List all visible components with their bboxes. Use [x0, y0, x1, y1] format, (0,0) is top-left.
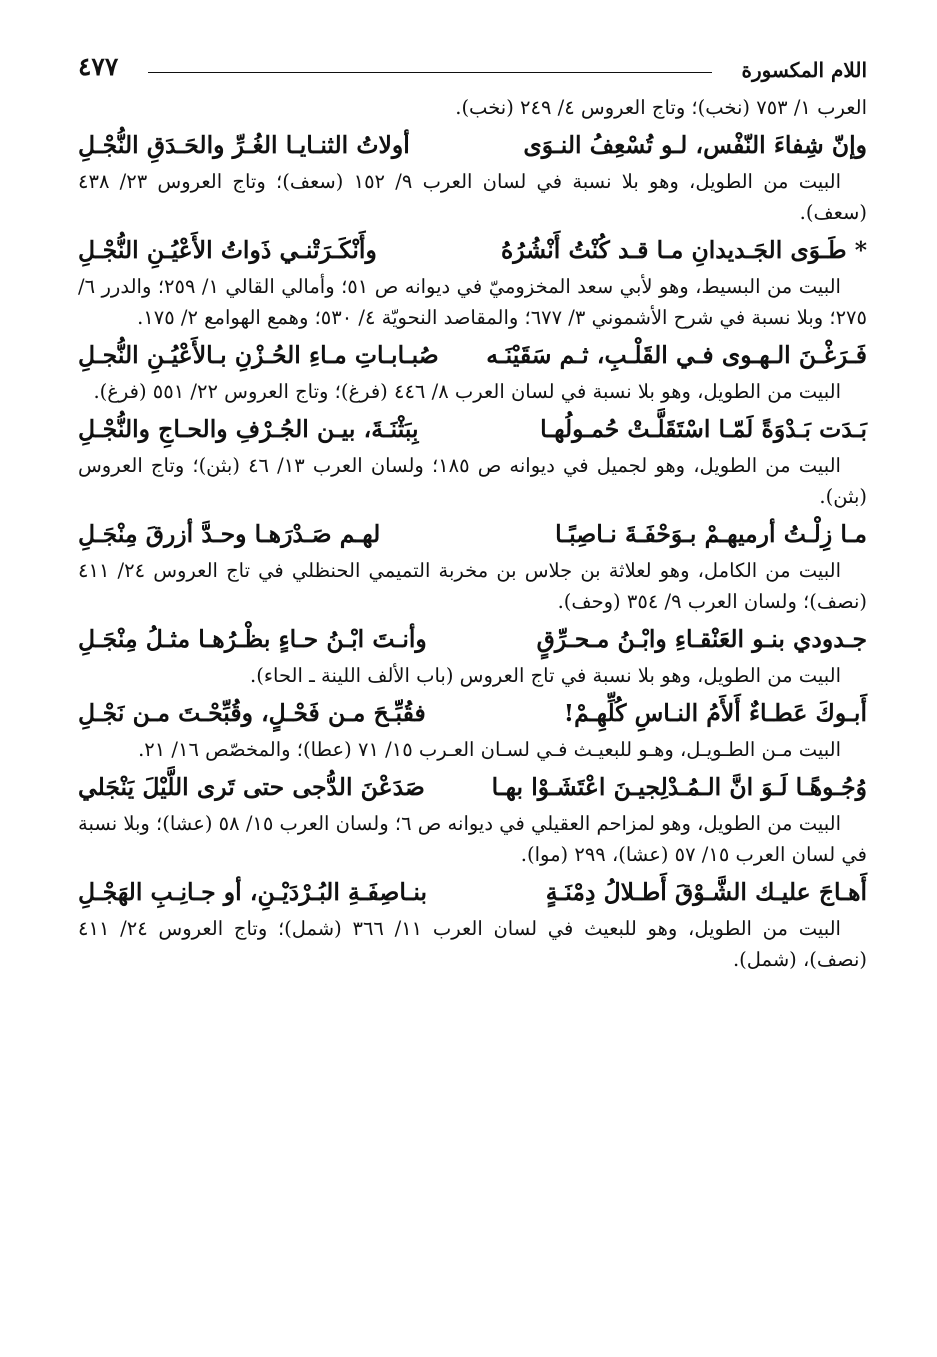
first-hemistich: وُجُـوهًـا لَـوَ انَّ الـمُـدْلِجيـنَ اعْتَشَـوْا بهـا	[491, 773, 867, 801]
verse-line	[78, 340, 867, 370]
page-header	[78, 30, 867, 82]
second-hemistich: وأنـتَ ابْـنُ حـاءٍ بظْـرُهـا مثـلُ مِنْجَـلِ	[78, 625, 427, 653]
verse-entry	[78, 772, 867, 870]
second-hemistich: فقُبِّـحَ مـن فَحْـلٍ، وقُبِّحْـتَ مـن نَجْـلِ	[78, 699, 426, 727]
first-hemistich: أَبـوكَ عَطـاءٌ أَلأَمُ النـاسِ كُلِّهِـمْ!	[563, 699, 867, 727]
opening-note: العرب ١/ ٧٥٣ (نخب)؛ وتاج العروس ٤/ ٢٤٩ (نخب).	[455, 96, 867, 119]
first-hemistich: مـا زِلْـتُ أرميهـمْ بـوَحْفَـةَ نـاصِبًـا	[555, 520, 867, 548]
verse-line	[78, 519, 867, 549]
second-hemistich: بِبَثْنَـةَ، بيـن الجُـرْفِ والحـاجِ والنُّجْـلِ	[78, 415, 419, 443]
verse-entry	[78, 235, 867, 333]
second-hemistich: وأَنْكَـرَتْنـي ذَواتُ الأَعْيُـنِ النُّجْـلِ	[78, 236, 377, 264]
verse-note: البيت من الطويل، وهو لمزاحم العقيلي في ديوانه ص ٦؛ ولسان العرب ١٥/ ٥٨ (عشا)؛ وبلا نسبة في لسان العرب ١٥/ ٥٧ (عشا)، ٢٩٩ (موا).	[78, 812, 867, 866]
verse-line	[78, 414, 867, 444]
first-hemistich: فَـرَغْـنَ الـهـوى فـي القَلْـبِ، ثـم سَقَيْنَـه	[486, 341, 867, 369]
verse-note: البيت من الكامل، وهو لعلاثة بن جلاس بن مخربة التميمي الحنظلي في تاج العروس ٢٤/ ٤١١ (نصف)؛ ولسان العرب ٩/ ٣٥٤ (وحف).	[78, 559, 867, 613]
first-hemistich: جـدودي بنـو العَنْقـاءِ وابْـنُ مـحـرِّقٍ	[536, 625, 867, 653]
verse-note: البيت من الطويل، وهو للبعيث في لسان العرب ١١/ ٣٦٦ (شمل)؛ وتاج العروس ٢٤/ ٤١١ (نصف)، (شمل).	[78, 917, 867, 971]
page-content	[78, 92, 867, 975]
verse-entry	[78, 340, 867, 407]
verse-entry	[78, 414, 867, 512]
verse-note: البيت من البسيط، وهو لأبي سعد المخزوميّ في ديوانه ص ٥١؛ وأمالي القالي ١/ ٢٥٩؛ والدرر ٦/ ٢٧٥؛ وبلا نسبة في شرح الأشموني ٣/ ٦٧٧؛ والمقاصد النحويّة ٤/ ٥٣٠؛ وهمع الهوامع ٢/ ١٧٥.	[78, 275, 867, 329]
first-hemistich: أَهـاجَ عليـك الشَّـوْقَ أَطـلالُ دِمْنَـةٍ	[545, 878, 867, 906]
verse-note: البيت مـن الطـويـل، وهـو للبعيـث فـي لسـان العـرب ١٥/ ٧١ (عطا)؛ والمخصّص ١٦/ ٢١.	[138, 738, 841, 761]
second-hemistich: صُبـابـاتِ مـاءِ الحُـزْنِ بـالأَعْيُـنِ النُّجـلِ	[78, 341, 439, 369]
first-hemistich: وإنّ شِفاءَ النّفْس، لـو تُسْعِفُ النـوَى	[523, 131, 867, 159]
verse-line	[78, 698, 867, 728]
second-hemistich: أولاتُ الثنـايـا الغُـرِّ والحَـدَقِ النُّجْـلِ	[78, 131, 410, 159]
verse-line	[78, 624, 867, 654]
verse-entry	[78, 698, 867, 765]
header-rule	[148, 72, 712, 73]
verse-note: البيت من الطويل، وهو بلا نسبة في لسان العرب ٩/ ١٥٢ (سعف)؛ وتاج العروس ٢٣/ ٤٣٨ (سعف).	[78, 170, 867, 224]
second-hemistich: صَدَعْنَ الدُّجى حتى تَرى اللَّيْلَ يَنْجَلي	[78, 773, 425, 801]
verse-note: البيت من الطويل، وهو بلا نسبة في تاج العروس (باب الألف اللينة ـ الحاء).	[250, 664, 841, 687]
verse-note: البيت من الطويل، وهو بلا نسبة في لسان العرب ٨/ ٤٤٦ (فرغ)؛ وتاج العروس ٢٢/ ٥٥١ (فرغ).	[93, 380, 841, 403]
verse-entry	[78, 877, 867, 975]
verse-line	[78, 772, 867, 802]
first-hemistich: بَـدَت بَـدْوَةً لَمّـا اسْتَقَلَّـتْ حُمـولُهـا	[540, 415, 867, 443]
verse-entry	[78, 519, 867, 617]
page-number: ٤٧٧	[78, 52, 119, 81]
verse-note: البيت من الطويل، وهو لجميل في ديوانه ص ١٨٥؛ ولسان العرب ١٣/ ٤٦ (بثن)؛ وتاج العروس (بثن).	[78, 454, 867, 508]
book-page	[78, 30, 867, 1357]
verse-line	[78, 235, 867, 265]
chapter-title: اللام المكسورة	[741, 58, 867, 82]
verse-line	[78, 877, 867, 907]
verse-entry	[78, 130, 867, 228]
second-hemistich: بنـاصِفَـةِ البُـرْدَيْـنِ، أو جـانِـبِ الهَجْـلِ	[78, 878, 428, 906]
second-hemistich: لهـم صَـدْرَهـا وحـدَّ أزرقَ مِنْجَـلِ	[78, 520, 381, 548]
verse-entry	[78, 624, 867, 691]
verse-line	[78, 130, 867, 160]
first-hemistich: * طَـوَى الجَـديدانِ مـا قـد كُنْتُ أَنْشُرُهُ	[501, 236, 867, 264]
